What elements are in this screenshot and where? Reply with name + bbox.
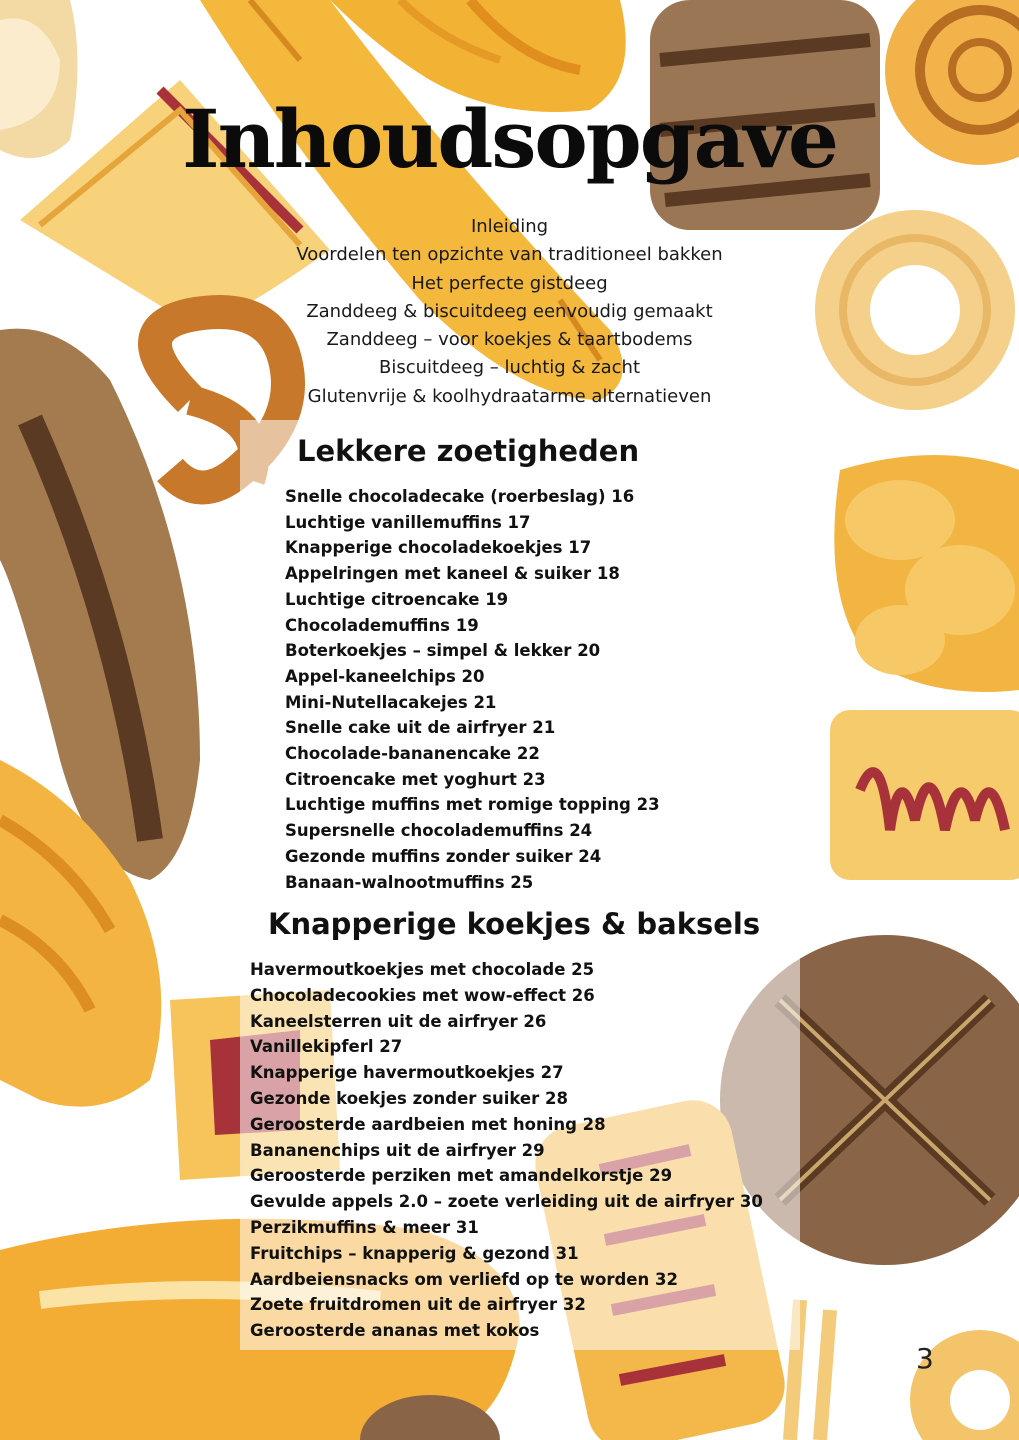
section-heading-lekkere-zoetigheden: Lekkere zoetigheden <box>297 434 640 468</box>
toc-entry[interactable]: Geroosterde perziken met amandelkorstje 29 <box>250 1166 673 1186</box>
intro-item[interactable]: Zanddeeg – voor koekjes & taartbodems <box>326 329 693 351</box>
intro-item[interactable]: Glutenvrije & koolhydraatarme alternatieven <box>307 385 712 407</box>
toc-entry[interactable]: Knapperige havermoutkoekjes 27 <box>250 1063 564 1083</box>
intro-item[interactable]: Het perfecte gistdeeg <box>411 272 608 294</box>
toc-entry[interactable]: Chocolademuffins 19 <box>285 615 479 635</box>
toc-entry[interactable]: Gezonde koekjes zonder suiker 28 <box>250 1088 568 1108</box>
toc-entry[interactable]: Knapperige chocoladekoekjes 17 <box>285 538 592 558</box>
intro-item[interactable]: Inleiding <box>470 216 549 237</box>
toc-entry[interactable]: Geroosterde ananas met kokos <box>250 1321 540 1341</box>
intro-item[interactable]: Zanddeeg & biscuitdeeg eenvoudig gemaakt <box>306 300 713 322</box>
toc-entry[interactable]: Aardbeiensnacks om verliefd op te worden 32 <box>250 1269 678 1289</box>
toc-entry[interactable]: Luchtige muffins met romige topping 23 <box>285 795 660 815</box>
toc-entry[interactable]: Zoete fruitdromen uit de airfryer 32 <box>250 1295 586 1315</box>
intro-item[interactable]: Biscuitdeeg – luchtig & zacht <box>378 357 641 379</box>
toc-entry[interactable]: Gezonde muffins zonder suiker 24 <box>285 846 602 866</box>
toc-entry[interactable]: Appelringen met kaneel & suiker 18 <box>285 564 620 584</box>
section-list-lekkere-zoetigheden <box>285 484 660 895</box>
toc-entry[interactable]: Luchtige citroencake 19 <box>285 589 509 609</box>
toc-entry[interactable]: Vanillekipferl 27 <box>250 1037 403 1057</box>
section-list-knapperige-koekjes <box>250 957 763 1344</box>
toc-entry[interactable]: Appel-kaneelchips 20 <box>285 666 485 686</box>
page-number: 3 <box>916 1342 934 1375</box>
toc-entry[interactable]: Geroosterde aardbeien met honing 28 <box>250 1114 606 1134</box>
toc-entry[interactable]: Perzikmuffins & meer 31 <box>250 1217 479 1237</box>
section-heading-knapperige-koekjes: Knapperige koekjes & baksels <box>268 907 761 941</box>
toc-entry[interactable]: Luchtige vanillemuffins 17 <box>285 512 531 532</box>
toc-entry[interactable]: Mini-Nutellacakejes 21 <box>285 692 497 712</box>
toc-entry[interactable]: Supersnelle chocolademuffins 24 <box>285 821 593 841</box>
toc-entry[interactable]: Snelle cake uit de airfryer 21 <box>285 718 556 738</box>
intro-item[interactable]: Voordelen ten opzichte van traditioneel bakken <box>296 244 723 266</box>
toc-entry[interactable]: Boterkoekjes – simpel & lekker 20 <box>285 641 601 661</box>
toc-entry[interactable]: Chocoladecookies met wow-effect 26 <box>250 985 595 1005</box>
toc-entry[interactable]: Banaan-walnootmuffins 25 <box>285 872 534 892</box>
toc-entry[interactable]: Chocolade-bananencake 22 <box>285 744 540 764</box>
toc-entry[interactable]: Snelle chocoladecake (roerbeslag) 16 <box>285 487 635 506</box>
toc-entry[interactable]: Fruitchips – knapperig & gezond 31 <box>250 1243 579 1263</box>
toc-entry[interactable]: Gevulde appels 2.0 – zoete verleiding uit de airfryer 30 <box>250 1192 763 1212</box>
toc-entry[interactable]: Havermoutkoekjes met chocolade 25 <box>250 960 595 979</box>
toc-entry[interactable]: Citroencake met yoghurt 23 <box>285 769 546 789</box>
toc-entry[interactable]: Kaneelsterren uit de airfryer 26 <box>250 1011 547 1031</box>
page-title: Inhoudsopgave <box>182 92 837 186</box>
toc-entry[interactable]: Bananenchips uit de airfryer 29 <box>250 1140 545 1160</box>
intro-list <box>0 213 1019 411</box>
